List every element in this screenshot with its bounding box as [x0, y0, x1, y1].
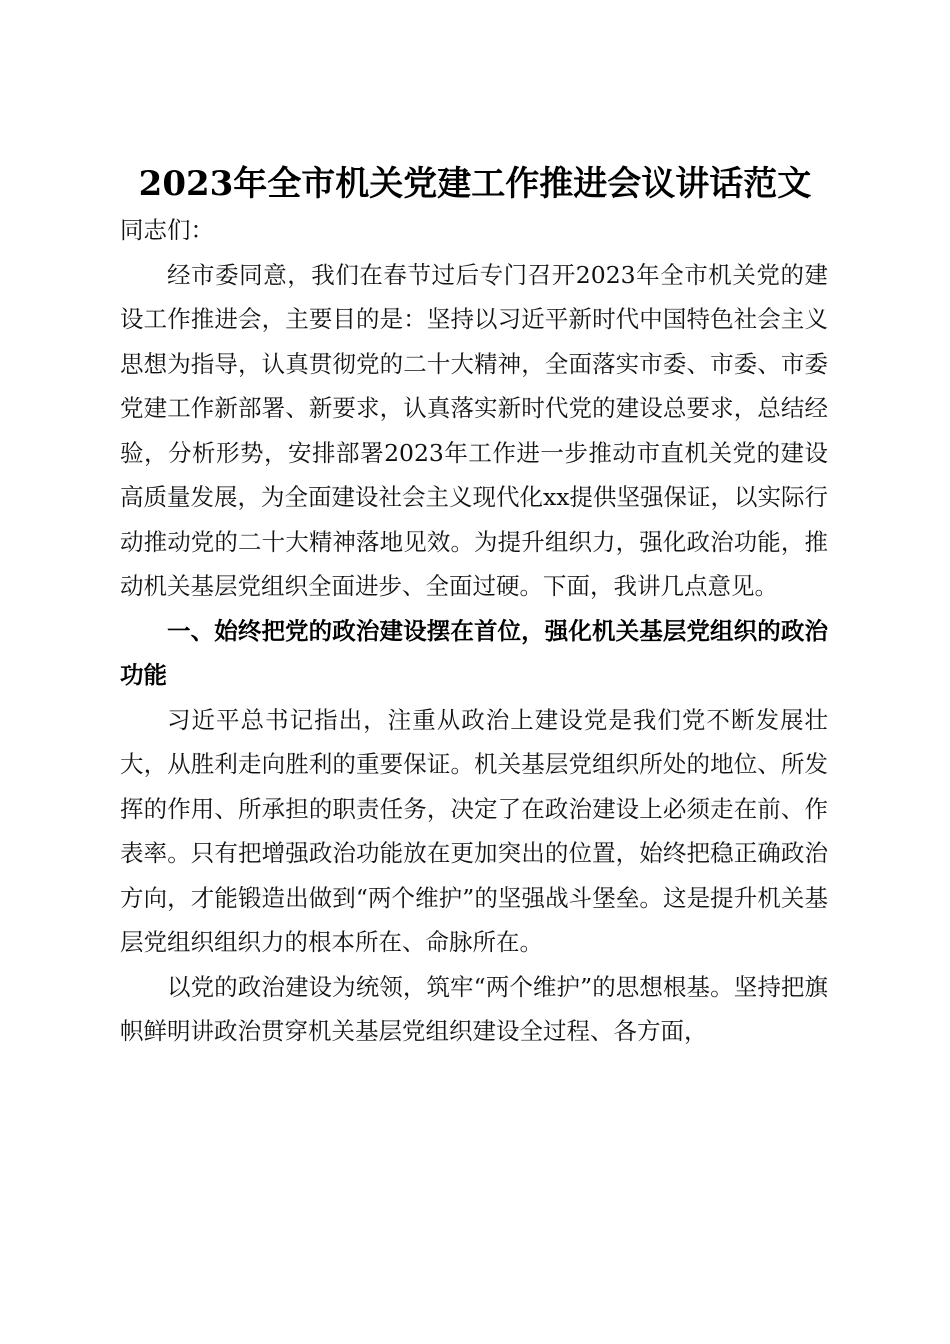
- salutation: 同志们：: [120, 216, 214, 244]
- section-paragraph: 以党的政治建设为统领，筑牢“两个维护”的思想根基。坚持把旗帜鲜明讲政治贯穿机关基层党组织建设全过程、各方面，: [120, 972, 828, 1045]
- section-paragraph: 习近平总书记指出，注重从政治上建设党是我们党不断发展壮大，从胜利走向胜利的重要保证。机关基层党组织所处的地位、所发挥的作用、所承担的职责任务，决定了在政治建设上必须走在前、作表率。只有把增强政治功能放在更加突出的位置，始终把稳正确政治方向，才能锻造出做到“两个维护”的坚强战斗堡垒。这是提升机关基层党组织组织力的根本所在、命脉所在。: [120, 705, 828, 956]
- document-body: [120, 208, 828, 1054]
- intro-paragraph: 经市委同意，我们在春节过后专门召开2023年全市机关党的建设工作推进会，主要目的是：坚持以习近平新时代中国特色社会主义思想为指导，认真贯彻党的二十大精神，全面落实市委、市委、市委党建工作新部署、新要求，认真落实新时代党的建设总要求，总结经验，分析形势，安排部署2023年工作进一步推动市直机关党的建设高质量发展，为全面建设社会主义现代化xx提供坚强保证，以实际行动推动党的二十大精神落地见效。为提升组织力，强化政治功能，推动机关基层党组织全面进步、全面过硬。下面，我讲几点意见。: [120, 260, 829, 600]
- section-heading: 一、始终把党的政治建设摆在首位，强化机关基层党组织的政治功能: [120, 616, 828, 689]
- document-title: 2023年全市机关党建工作推进会议讲话范文: [138, 163, 812, 204]
